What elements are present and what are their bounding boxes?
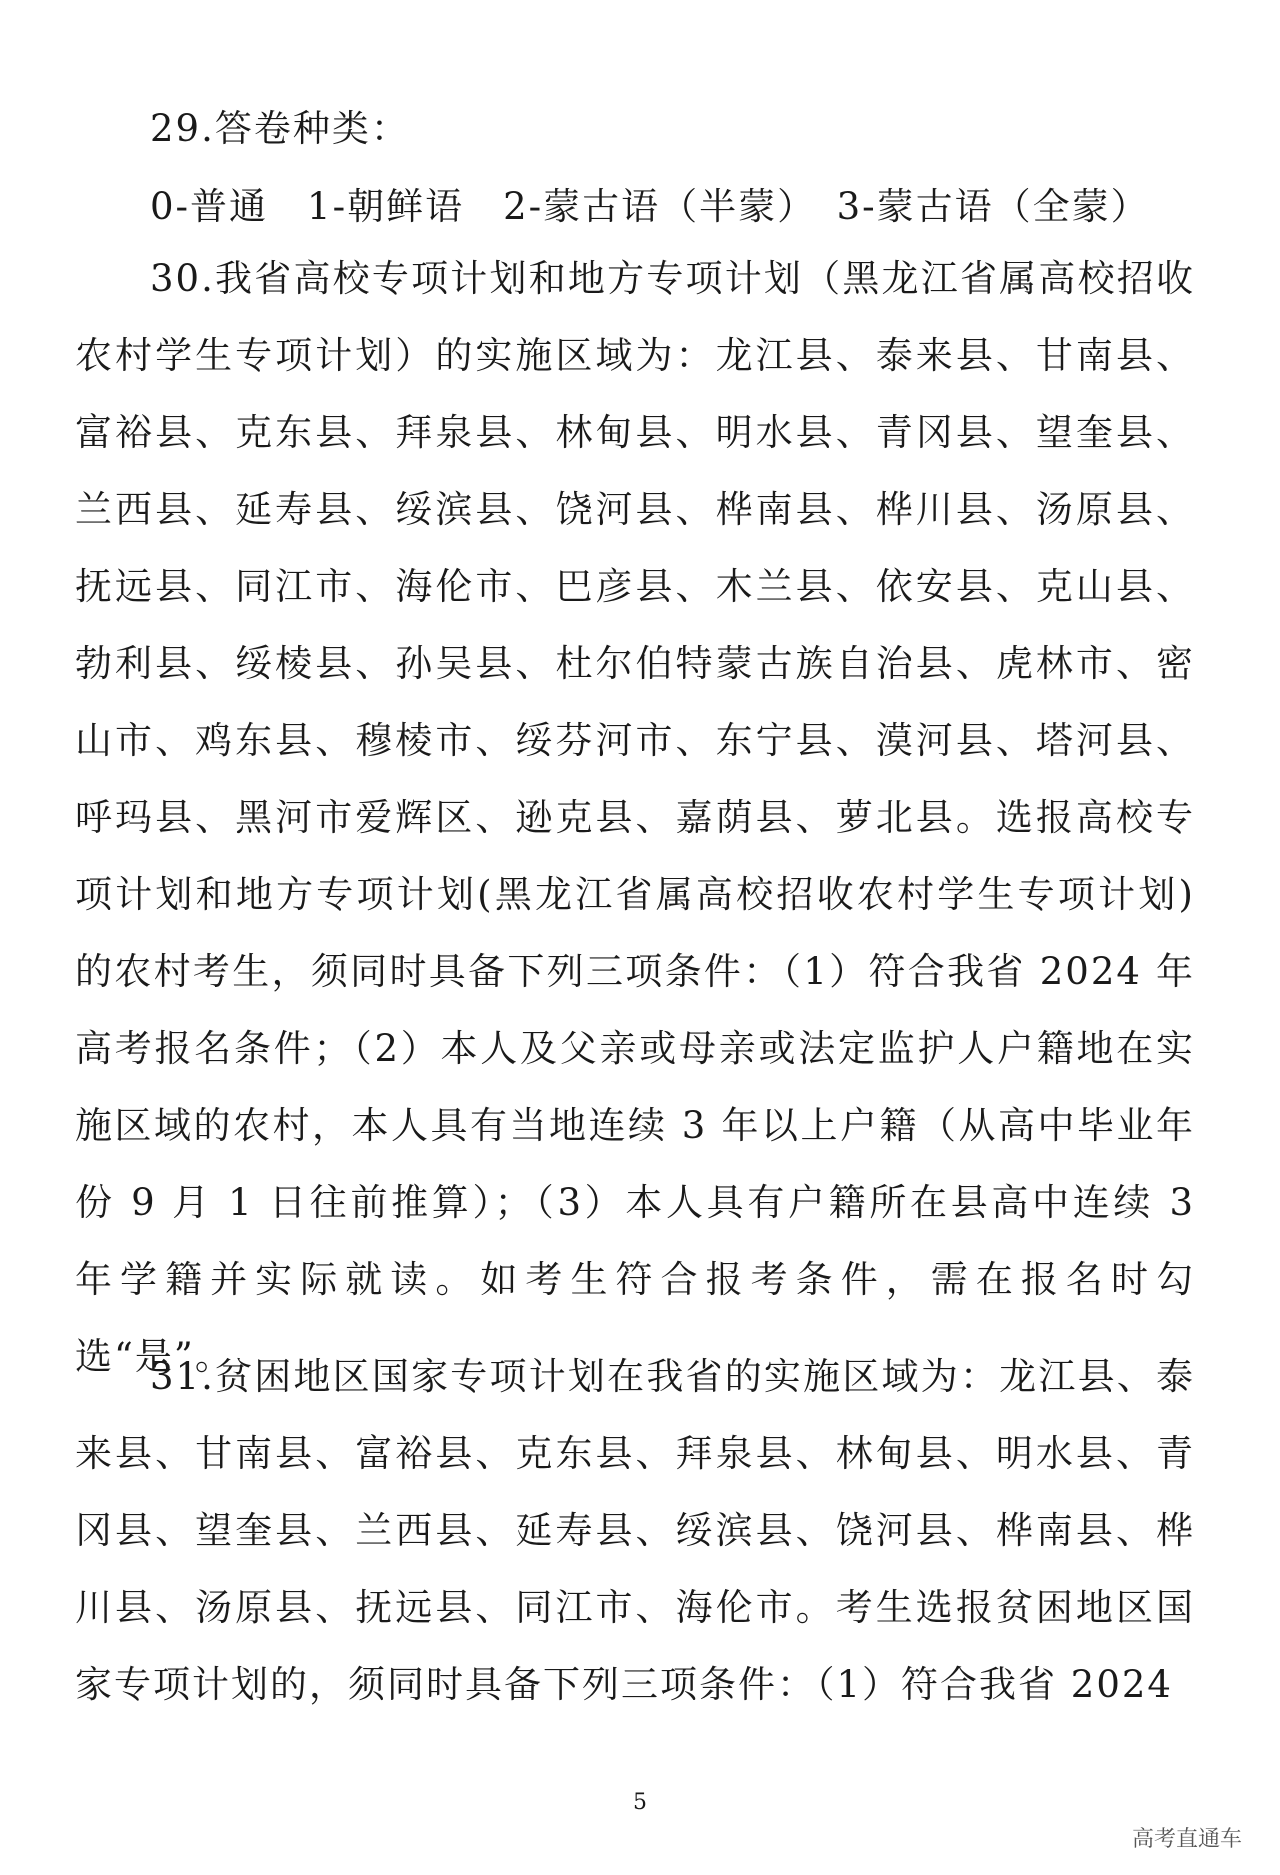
watermark-text: 高考直通车 <box>1131 1827 1242 1852</box>
item-29-heading-text: 29.答卷种类： <box>150 107 410 150</box>
item-31-paragraph <box>75 1338 1195 1723</box>
item-31-text: 31.贫困地区国家专项计划在我省的实施区域为：龙江县、泰来县、甘南县、富裕县、克东县、拜泉县、林甸县、明水县、青冈县、望奎县、兰西县、延寿县、绥滨县、饶河县、桦南县、桦川县、汤原县、抚远县、同江市、海伦市。考生选报贫困地区国家专项计划的，须同时具备下列三项条件：（1）符合我省 2024 <box>75 1355 1195 1706</box>
item-30-paragraph <box>75 240 1195 1395</box>
item-29-options <box>75 168 1195 245</box>
item-30-text: 30.我省高校专项计划和地方专项计划（黑龙江省属高校招收农村学生专项计划）的实施区域为：龙江县、泰来县、甘南县、富裕县、克东县、拜泉县、林甸县、明水县、青冈县、望奎县、兰西县、延寿县、绥滨县、饶河县、桦南县、桦川县、汤原县、抚远县、同江市、海伦市、巴彦县、木兰县、依安县、克山县、勃利县、绥棱县、孙吴县、杜尔伯特蒙古族自治县、虎林市、密山市、鸡东县、穆棱市、绥芬河市、东宁县、漠河县、塔河县、呼玛县、黑河市爱辉区、逊克县、嘉荫县、萝北县。选报高校专项计划和地方专项计划(黑龙江省属高校招收农村学生专项计划)的农村考生，须同时具备下列三项条件：（1）符合我省 2024 年高考报名条件；（2）本人及父亲或母亲或法定监护人户籍地在实施区域的农村，本人具有当地连续 3 年以上户籍（从高中毕业年份 9 月 1 日往前推算）；（3）本人具有户籍所在县高中连续 3 年学籍并实际就读。如考生符合报考条件，需在报名时勾选“是”。 <box>75 257 1195 1378</box>
item-29-heading <box>75 90 1195 167</box>
page-number: 5 <box>633 1790 647 1815</box>
item-29-options-text: 0-普通 1-朝鲜语 2-蒙古语（半蒙） 3-蒙古语（全蒙） <box>150 185 1150 228</box>
